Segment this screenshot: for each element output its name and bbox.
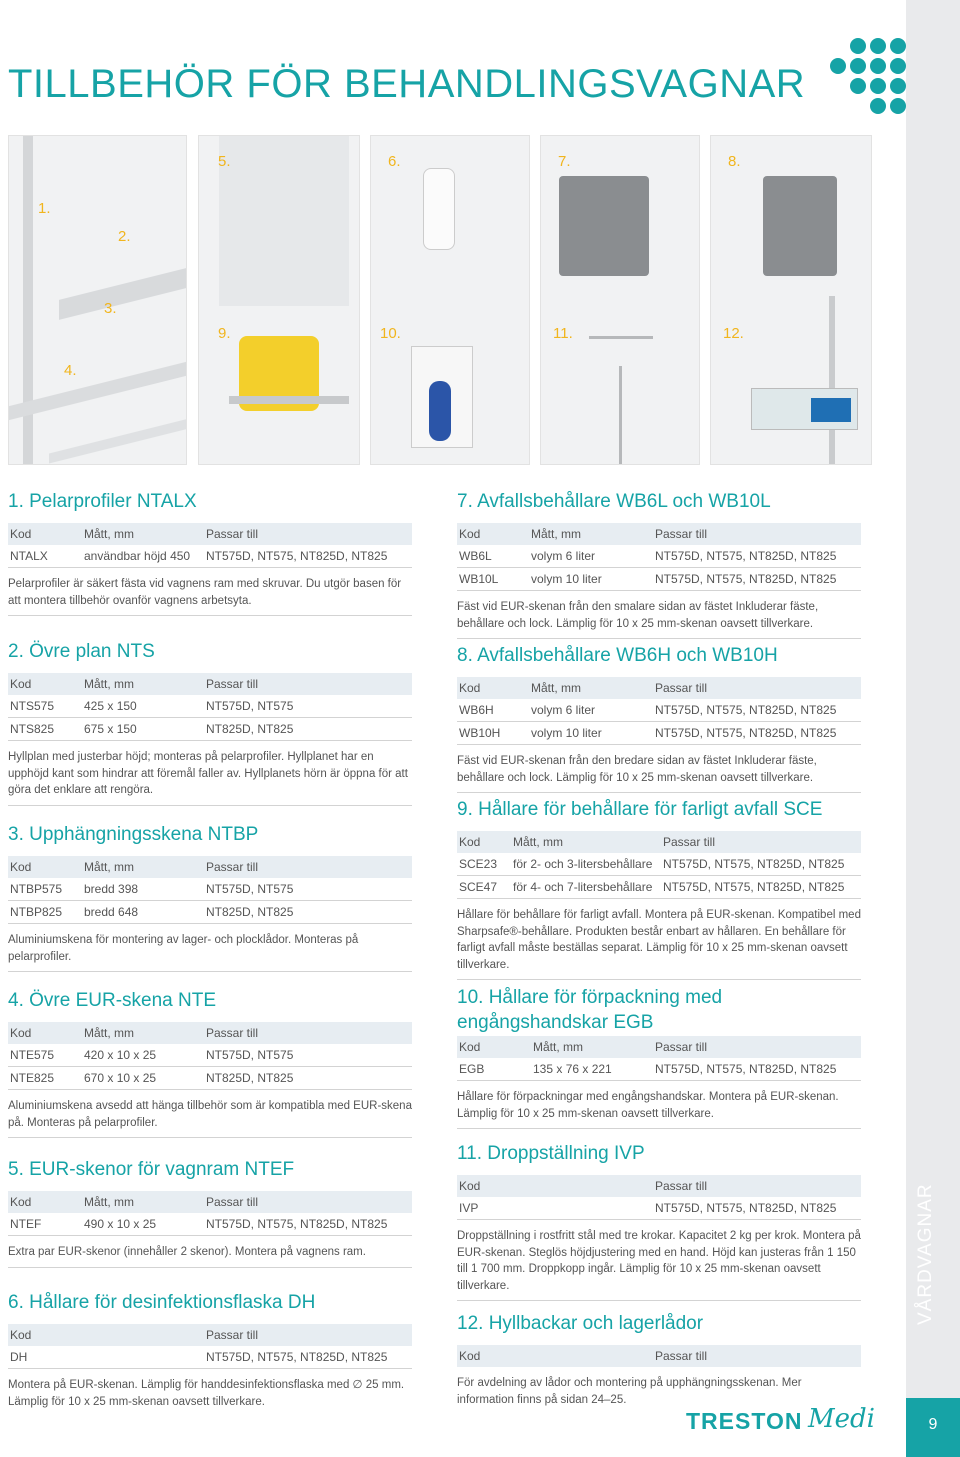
photo-label-1: 1. <box>38 200 51 217</box>
section-description: Fäst vid EUR-skenan från den bredare sidan av fästet Inkluderar fäste, behållare och lock. Lämplig för 10 x 25 mm-skenan oavsett tillverkare. <box>457 753 861 793</box>
table-row: NTEF 490 x 10 x 25 NT575D, NT575, NT825D, NT825 <box>8 1213 412 1236</box>
table-row: WB10L volym 10 liter NT575D, NT575, NT825D, NT825 <box>457 568 861 591</box>
table-row: IVP NT575D, NT575, NT825D, NT825 <box>457 1197 861 1220</box>
photo-5-9 <box>198 135 360 465</box>
table-header: Kod Mått, mm Passar till <box>457 523 861 545</box>
section-description: Aluminiumskena för montering av lager- och plocklådor. Monteras på pelarprofiler. <box>8 932 412 972</box>
table-row: WB10H volym 10 liter NT575D, NT575, NT825D, NT825 <box>457 722 861 745</box>
table-header: Kod Passar till <box>8 1324 412 1346</box>
section-10-table <box>457 1036 861 1129</box>
photo-label-9: 9. <box>218 325 231 342</box>
section-title: 4. Övre EUR-skena NTE <box>8 990 216 1011</box>
section-title: 6. Hållare för desinfektionsflaska DH <box>8 1292 316 1313</box>
section-description: För avdelning av lådor och montering på upphängningsskenan. Mer information finns på sidan 24–25. <box>457 1377 802 1406</box>
table-header: Kod Mått, mm Passar till <box>8 1191 412 1213</box>
section-title: 8. Avfallsbehållare WB6H och WB10H <box>457 645 778 666</box>
table-row: NTE825 670 x 10 x 25 NT825D, NT825 <box>8 1067 412 1090</box>
section-description: Droppställning i rostfritt stål med tre krokar. Kapacitet 2 kg per krok. Montera på EUR-skenan. Steglös höjdjustering med en hand. Höjd kan justeras från 1 150 till 1 700 mm. Droppkopp ingår. Lämplig för 10 x 25 mm-skenan oavsett tillverkare. <box>457 1228 861 1301</box>
section-title: 11. Droppställning IVP <box>457 1143 645 1164</box>
photo-label-8: 8. <box>728 153 741 170</box>
table-row: DH NT575D, NT575, NT825D, NT825 <box>8 1346 412 1369</box>
table-row: NTBP575 bredd 398 NT575D, NT575 <box>8 878 412 901</box>
table-header: Kod Mått, mm Passar till <box>8 673 412 695</box>
section-title: 9. Hållare för behållare för farligt avfall SCE <box>457 799 823 820</box>
section-description: Extra par EUR-skenor (innehåller 2 skenor). Montera på vagnens ram. <box>8 1244 412 1268</box>
section-description: Aluminiumskena avsedd att hänga tillbehör som är kompatibla med EUR-skena på. Monteras på pelarprofiler. <box>8 1098 412 1138</box>
table-row: NTS575 425 x 150 NT575D, NT575 <box>8 695 412 718</box>
photo-label-3: 3. <box>104 300 117 317</box>
photo-label-6: 6. <box>388 153 401 170</box>
section-12 <box>457 1311 861 1414</box>
section-2 <box>8 639 412 806</box>
brand-logo-sub: Medi <box>808 1404 875 1434</box>
section-title: 1. Pelarprofiler NTALX <box>8 491 197 512</box>
section-title: 2. Övre plan NTS <box>8 641 155 662</box>
table-row: EGB 135 x 76 x 221 NT575D, NT575, NT825D, NT825 <box>457 1058 861 1081</box>
photo-label-7: 7. <box>558 153 571 170</box>
table-header: Kod Mått, mm Passar till <box>8 1022 412 1044</box>
table-row: NTBP825 bredd 648 NT825D, NT825 <box>8 901 412 924</box>
section-description: Montera på EUR-skenan. Lämplig för handdesinfektionsflaska med ∅ 25 mm. Lämplig för 10 x 25 mm-skenan oavsett tillverkare. <box>8 1379 405 1408</box>
section-title: 10. Hållare för förpackning med engångshandskar EGB <box>457 987 723 1033</box>
section-4 <box>8 988 412 1138</box>
table-row: WB6H volym 6 liter NT575D, NT575, NT825D, NT825 <box>457 699 861 722</box>
page-title: TILLBEHÖR FÖR BEHANDLINGSVAGNAR <box>8 62 806 106</box>
section-5 <box>8 1157 412 1268</box>
section-description: Pelarprofiler är säkert fästa vid vagnens ram med skruvar. Du utgör basen för att montera tillbehör ovanför vagnens arbetsyta. <box>8 576 412 616</box>
section-title: 12. Hyllbackar och lagerlådor <box>457 1313 704 1334</box>
table-row: WB6L volym 6 liter NT575D, NT575, NT825D, NT825 <box>457 545 861 568</box>
section-description: Hållare för behållare för farligt avfall. Montera på EUR-skenan. Kompatibel med Sharpsafe®-behållare. Produkten består enbart av hållaren. En behållare för farligt avfall måste beställas separat. Lämplig för 10 x 25 mm-skenan oavsett tillverkare. <box>457 907 861 980</box>
photo-label-10: 10. <box>380 325 401 342</box>
decorative-dots <box>828 36 908 116</box>
table-row: NTE575 420 x 10 x 25 NT575D, NT575 <box>8 1044 412 1067</box>
table-header: Kod Mått, mm Passar till <box>8 856 412 878</box>
photo-label-2: 2. <box>118 228 131 245</box>
page-number: 9 <box>928 1416 938 1433</box>
section-description: Hållare för förpackningar med engångshandskar. Montera på EUR-skenan. Lämplig för 10 x 25 mm-skenan oavsett tillverkare. <box>457 1089 861 1129</box>
section-7 <box>457 489 861 639</box>
section-6 <box>8 1290 412 1416</box>
section-11 <box>457 1141 861 1301</box>
photo-label-12: 12. <box>723 325 744 342</box>
section-title: 3. Upphängningsskena NTBP <box>8 824 259 845</box>
table-header: Kod Mått, mm Passar till <box>8 523 412 545</box>
section-9 <box>457 797 861 980</box>
photo-label-5: 5. <box>218 153 231 170</box>
photo-7-11 <box>540 135 700 465</box>
table-header: Kod Mått, mm Passar till <box>457 831 861 853</box>
photo-6-10 <box>370 135 530 465</box>
section-title: 5. EUR-skenor för vagnram NTEF <box>8 1159 295 1180</box>
photo-8-12 <box>710 135 872 465</box>
photo-label-11: 11. <box>553 325 573 342</box>
sidebar-label: VÅRDVAGNAR <box>915 1183 936 1325</box>
brand-logo: TRESTON <box>686 1408 803 1434</box>
table-row: NTS825 675 x 150 NT825D, NT825 <box>8 718 412 741</box>
section-description: Fäst vid EUR-skenan från den smalare sidan av fästet Inkluderar fäste, behållare och lock. Lämplig för 10 x 25 mm-skenan oavsett tillverkare. <box>457 599 861 639</box>
section-3 <box>8 822 412 972</box>
table-header: Kod Mått, mm Passar till <box>457 677 861 699</box>
section-1 <box>8 489 412 616</box>
section-8 <box>457 643 861 793</box>
table-row: SCE47 för 4- och 7-litersbehållare NT575D, NT575, NT825D, NT825 <box>457 876 861 899</box>
photo-1-4 <box>8 135 187 465</box>
table-header: Kod Passar till <box>457 1175 861 1197</box>
section-title: 7. Avfallsbehållare WB6L och WB10L <box>457 491 771 512</box>
table-header: Kod Mått, mm Passar till <box>457 1036 861 1058</box>
photo-label-4: 4. <box>64 362 77 379</box>
table-row: NTALX användbar höjd 450 NT575D, NT575, NT825D, NT825 <box>8 545 412 568</box>
table-header: Kod Passar till <box>457 1345 861 1367</box>
table-row: SCE23 för 2- och 3-litersbehållare NT575D, NT575, NT825D, NT825 <box>457 853 861 876</box>
section-description: Hyllplan med justerbar höjd; monteras på pelarprofiler. Hyllplanet har en upphöjd kant som hindrar att föremål faller av. Hyllplanets hörn är öppna för att göra det enklare att rengöra. <box>8 749 412 806</box>
